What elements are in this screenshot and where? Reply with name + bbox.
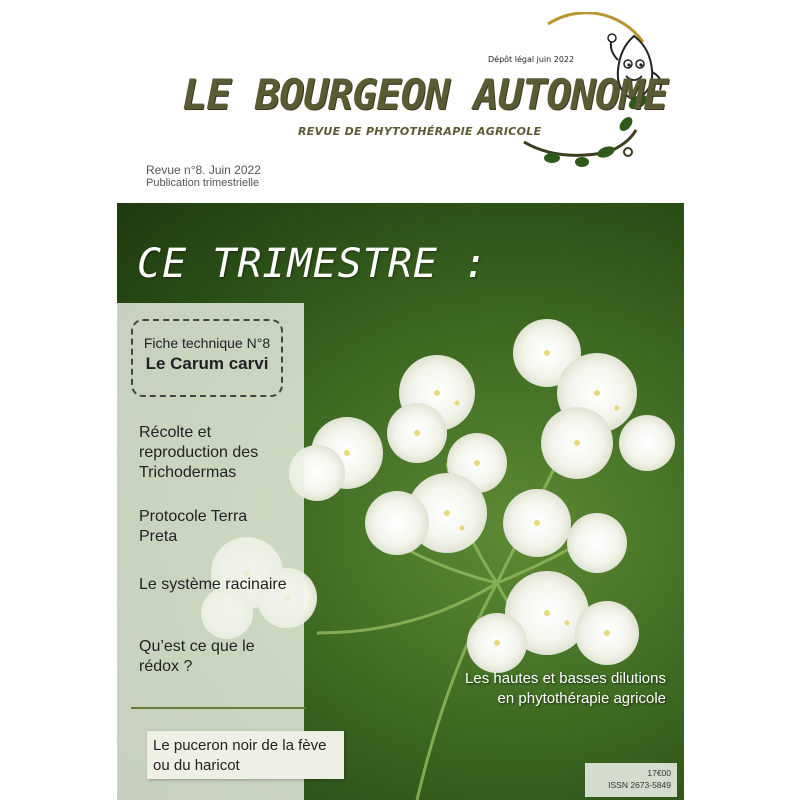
price-issn-box [585, 763, 677, 797]
magazine-title: LE BOURGEON AUTONOME [182, 70, 668, 119]
contents-item: Le système racinaire [139, 576, 287, 593]
cover-heading: CE TRIMESTRE : [137, 241, 489, 287]
fiche-label: Fiche technique N°8 [143, 335, 271, 351]
contents-item: Protocole Terra Preta [139, 508, 248, 545]
puceron-feature: Le puceron noir de la fève ou du haricot [147, 731, 344, 779]
contents-panel [117, 303, 304, 800]
issn: ISSN 2673-5849 [608, 780, 671, 790]
fiche-name: Le Carum carvi [145, 354, 269, 373]
contents-item: Qu’est ce que le rédox ? [139, 638, 255, 675]
issue-number: Revue n°8. Juin 2022 [146, 163, 261, 177]
contents-item: Récolte et reproduction des Trichodermas [139, 424, 259, 481]
cover-photo [117, 203, 684, 800]
fiche-technique-box [131, 319, 283, 397]
issue-frequency: Publication trimestrielle [146, 177, 260, 189]
depot-legal: Dépôt légal juin 2022 [488, 55, 575, 64]
issue-info [146, 164, 261, 190]
magazine-subtitle: REVUE DE PHYTOTHÉRAPIE AGRICOLE [298, 125, 542, 138]
divider-line [131, 707, 306, 709]
dilutions-feature: Les hautes et basses dilutions en phytothérapie agricole [465, 670, 666, 707]
price: 17€00 [647, 768, 671, 778]
